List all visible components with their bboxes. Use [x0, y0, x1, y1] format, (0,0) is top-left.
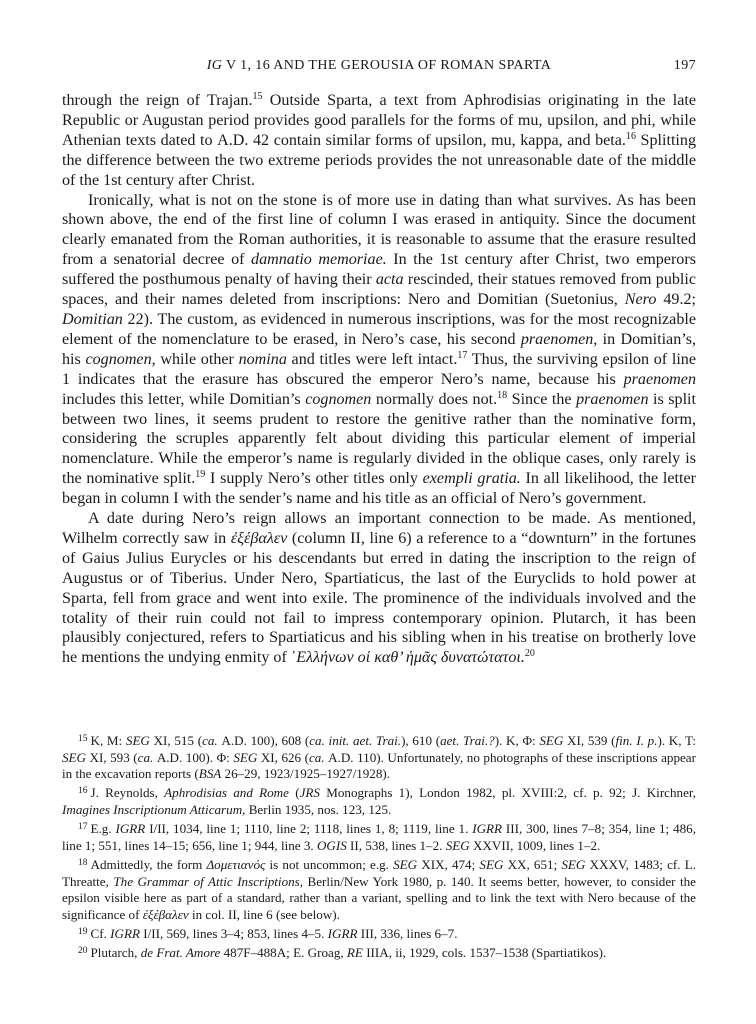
italic-term: SEG — [393, 856, 418, 872]
italic-term: Nero — [624, 291, 657, 309]
text-run: XI, 539 ( — [563, 733, 616, 748]
footnote-ref[interactable]: 18 — [497, 389, 508, 401]
text-run: III, 300, lines 7–8; 354, line 1; 486, line 1; 551, lines 14–15; 656, line 1; 944, line 3. — [62, 821, 696, 853]
italic-term: aet. Trai.? — [440, 733, 495, 748]
text-run: III, 336, lines 6–7. — [357, 925, 458, 941]
italic-term: Imagines Inscriptionum Atticarum, — [62, 801, 246, 817]
italic-term: ca. init. aet. Trai. — [309, 733, 402, 748]
page-number: 197 — [673, 58, 696, 73]
text-run: XIX, 474; — [417, 856, 480, 872]
text-run: IIIA, ii, 1929, cols. 1537–1538 (Spartiatikos). — [362, 945, 607, 961]
italic-term: SEG — [561, 856, 586, 872]
text-run: J. Reynolds, — [90, 785, 165, 801]
paragraph-2 — [62, 191, 696, 510]
text-run: 22). The custom, as evidenced in numerous inscriptions, was for the most recognizable element of the nomenclature to be erased, in Nero’s case, his second — [62, 310, 696, 348]
footnote-17 — [62, 821, 696, 854]
text-run: while other — [155, 350, 239, 368]
text-run: XXVII, 1009, lines 1–2. — [469, 837, 601, 853]
italic-term: SEG — [233, 749, 258, 765]
italic-term: SEG — [445, 837, 470, 853]
text-run: 100), 608 ( — [246, 733, 310, 748]
footnote-ref[interactable]: 19 — [195, 469, 206, 481]
era-abbrev: A.D. — [156, 749, 183, 765]
italic-term: praenomen — [623, 370, 696, 388]
text-run: Thus, the surviving epsilon of line 1 indicates that the erasure has obscured the emperor Nero’s name, because his — [62, 350, 696, 388]
article-title — [62, 58, 696, 74]
text-run: 100). Φ: — [182, 749, 234, 765]
italic-term: BSA — [198, 766, 222, 782]
text-run: ). K, Φ: — [494, 733, 540, 748]
italic-term: cognomen, — [85, 350, 156, 368]
italic-term: IGRR — [327, 925, 358, 941]
text-run: Cf. — [90, 925, 111, 941]
text-run: XX, 651; — [503, 856, 562, 872]
text-run: Plutarch, — [90, 945, 141, 961]
title-italic: IG — [206, 58, 223, 73]
italic-term: exempli gratia. — [422, 470, 521, 488]
italic-term: IGRR — [110, 925, 140, 941]
italic-term: damnatio memoriae. — [251, 251, 387, 269]
greek-quote: ῾Ελλήνων οἱ καθ’ ἡμᾶς δυνατώτατοι. — [290, 649, 525, 667]
text-run: Splitting the difference between the two extreme periods provides the not unreasonable date of the middle of the 1st century after Christ. — [62, 131, 696, 189]
text-run: 49.2; — [656, 291, 696, 309]
text-run: is not uncommon; e.g. — [265, 856, 394, 872]
italic-term: cognomen — [305, 390, 372, 408]
italic-term: IGRR — [472, 821, 503, 837]
italic-term: RE — [346, 945, 363, 961]
text-run: XI, 593 ( — [86, 749, 138, 765]
text-run: Admittedly, the form — [90, 856, 207, 872]
italic-term: Aphrodisias and Rome — [164, 785, 289, 801]
italic-term: nomina — [238, 350, 287, 368]
text-run: E.g. — [90, 821, 116, 837]
greek-term: ἐξέβαλεν — [142, 906, 189, 922]
footnote-number: 19 — [78, 926, 88, 937]
text-run: in col. II, line 6 (see below). — [188, 906, 340, 922]
text-run: II, 538, lines 1–2. — [346, 837, 446, 853]
italic-term: OGIS — [316, 837, 347, 853]
footnote-number: 15 — [78, 734, 88, 744]
text-run: XI, 515 ( — [149, 733, 203, 748]
italic-term: The Grammar of Attic Inscriptions, — [113, 873, 304, 889]
footnote-19 — [62, 926, 696, 943]
text-run: includes this letter, while Domitian’s — [62, 390, 306, 408]
text-run: In the 1st century after Christ, two emperors suffered the posthumous penalty of having their — [62, 251, 696, 289]
text-run: (column II, line 6) a reference to a “downturn” in the fortunes of Gaius Julius Eurycles or his descendants but erred in dating the inscription to the reign of Augustus or of Tiberius. Under Nero, Spartiaticus, the last of the Euryclids to hold power at Sparta, fell from grace and went into exile. The prominence of the individuals involved and the totality of their ruin could not fail to impress contemporary opinion. Plutarch, it has been plausibly conjectured, refers to Spartiaticus and his sibling when in his treatise on brotherly love he mentions the undying enmity of — [62, 529, 696, 667]
footnote-20 — [62, 945, 696, 962]
footnote-ref[interactable]: 17 — [457, 349, 468, 361]
text-run: ( — [288, 785, 300, 801]
text-run: A date during Nero’s reign allows an important connection to be made. As mentioned, Wilhelm correctly saw in — [62, 510, 696, 547]
text-run: ). K, T: — [657, 733, 696, 748]
greek-term: ἐξέβαλεν — [230, 529, 288, 547]
footnotes — [62, 733, 696, 964]
italic-term: SEG — [125, 733, 150, 748]
era-abbrev: A.D. — [217, 131, 249, 149]
text-run: Ironically, what is not on the stone is of more use in dating than what survives. As has been shown above, the end of the first line of column I was erased in antiquity. Since the document clearly emanated from the Roman authorities, it is reasonable to assume that the erasure resulted from a senatorial decree of — [62, 191, 696, 269]
text-run: I supply Nero’s other titles only — [205, 470, 423, 488]
text-run: I/II, 1034, line 1; 1110, line 2; 1118, lines 1, 8; 1119, line 1. — [145, 821, 473, 837]
italic-term: IGRR — [115, 821, 146, 837]
text-run: I/II, 569, lines 3–4; 853, lines 4–5. — [139, 925, 328, 941]
italic-term: ca. — [202, 733, 218, 748]
footnote-15 — [62, 733, 696, 783]
footnote-number: 20 — [78, 946, 88, 957]
text-run: Monographs 1), London 1982, pl. XVIII:2, cf. p. 92; J. Kirchner, — [319, 785, 697, 801]
italic-term: ca. — [137, 749, 154, 765]
title-rest: V 1, 16 AND THE GEROUSIA OF ROMAN SPARTA — [222, 58, 552, 73]
text-run: in Domitian’s, his — [62, 330, 697, 368]
italic-term: acta — [375, 271, 404, 289]
footnote-ref[interactable]: 15 — [252, 91, 263, 102]
text-run: Berlin/New York 1980, p. 140. It seems better, however, to consider the epsilon visible here as part of a standard, rather than a variant, spelling and to link the text with Nero because of the significance of — [62, 873, 696, 922]
text-run: 42 contain similar forms of upsilon, mu, kappa, and beta. — [248, 131, 626, 149]
text-run: K, M: — [90, 733, 126, 748]
italic-term: praenomen — [576, 390, 649, 408]
greek-term: Δομετιανός — [206, 856, 266, 872]
main-text — [62, 91, 696, 668]
footnote-16 — [62, 785, 696, 818]
text-run: through the reign of Trajan. — [62, 92, 253, 109]
text-run: 110). Unfortunately, no photographs of these inscriptions appear in the excavation reports ( — [62, 749, 696, 782]
text-run: XI, 626 ( — [257, 749, 309, 765]
italic-term: SEG — [62, 749, 87, 765]
paragraph-1 — [62, 91, 696, 191]
text-run: and titles were left intact. — [286, 350, 458, 368]
footnote-ref[interactable]: 16 — [625, 130, 636, 142]
text-run: 26–29, 1923/1925–1927/1928). — [221, 766, 391, 782]
italic-term: JRS — [299, 785, 320, 801]
text-run: In all likelihood, the letter began in column I with the sender’s name and his title as an official of Nero’s government. — [62, 470, 696, 508]
text-run: Since the — [507, 390, 577, 408]
italic-term: SEG — [539, 733, 564, 748]
italic-term: praenomen, — [520, 330, 598, 348]
italic-term: ca. — [308, 749, 325, 765]
paragraph-3 — [62, 509, 696, 668]
footnote-18 — [62, 857, 696, 923]
text-run: Berlin 1935, nos. 123, 125. — [245, 801, 392, 817]
text-run: Outside Sparta, a text from Aphrodisias originating in the late Republic or Augustan period provides good parallels for the forms of mu, upsilon, and phi, while Athenian texts dated to — [62, 92, 696, 149]
text-run: rescinded, their statues removed from public spaces, and their names deleted from inscriptions: Nero and Domitian (Suetonius, — [62, 271, 697, 309]
footnote-ref[interactable]: 20 — [524, 648, 535, 660]
text-run: XXXV, 1483; cf. L. Threatte, — [62, 856, 696, 889]
text-run: 487F–488A; E. Groag, — [220, 945, 347, 961]
italic-term: Domitian — [62, 310, 123, 328]
text-run: normally does not. — [371, 390, 498, 408]
footnote-number: 17 — [78, 822, 88, 833]
footnote-number: 16 — [78, 786, 88, 797]
era-abbrev: A.D. — [328, 749, 354, 765]
italic-term: de Frat. Amore — [140, 945, 221, 961]
text-run: is split between two lines, it seems prudent to restore the genitive rather than the nominative form, considering the scruples apparently felt about dividing this particular element of imperial nomenclature. While the emperor’s name is regularly divided in the oblique cases, only rarely is the nominative split. — [62, 390, 696, 488]
footnote-number: 18 — [78, 857, 88, 868]
italic-term: fin. I. p. — [615, 733, 658, 748]
italic-term: SEG — [479, 856, 504, 872]
text-run: ), 610 ( — [401, 733, 441, 748]
era-abbrev: A.D. — [221, 733, 247, 748]
